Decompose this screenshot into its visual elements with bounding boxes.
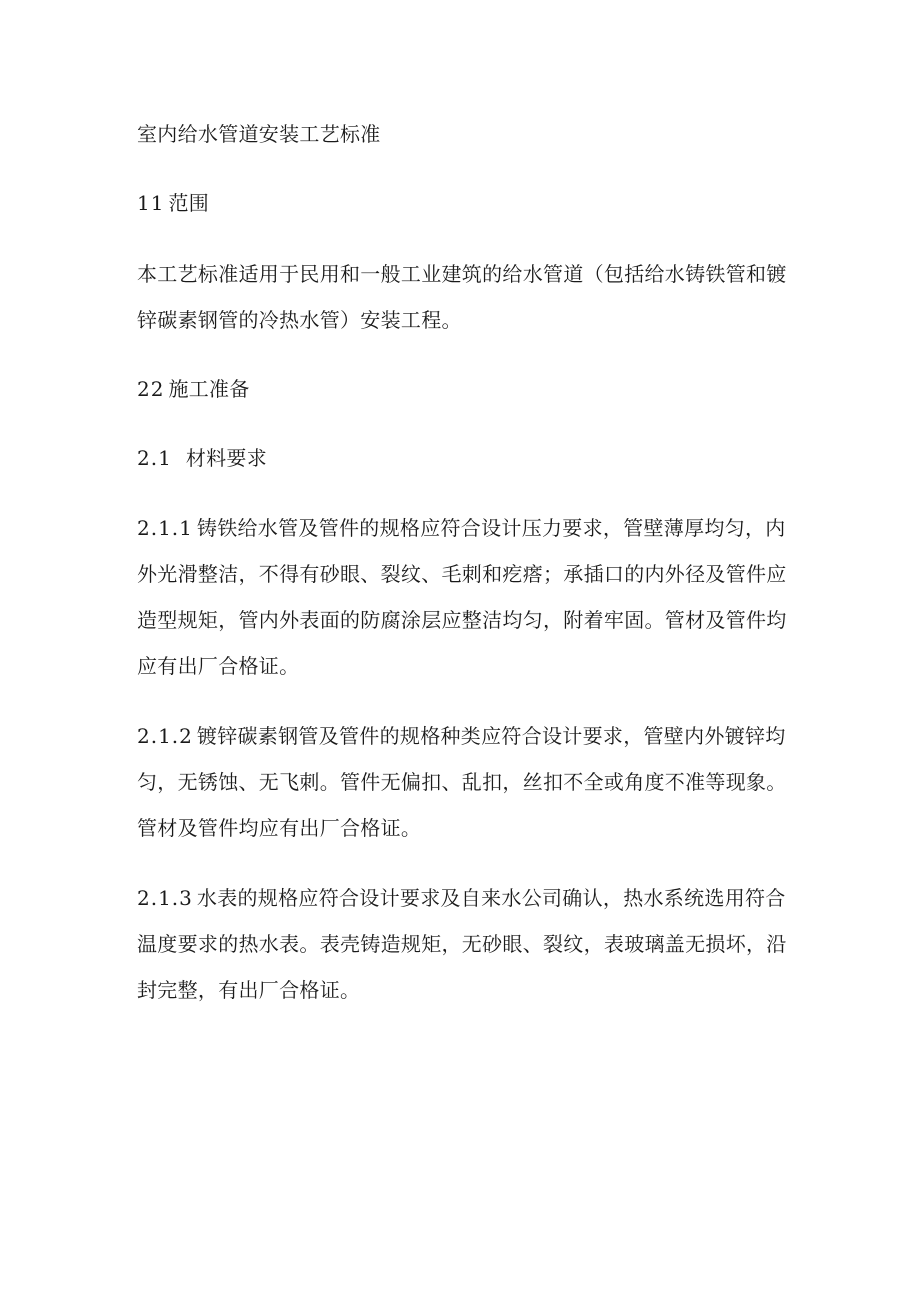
- clause-2-1-1-line-1: [137, 508, 787, 548]
- clause-number: 2.1.1: [137, 516, 193, 540]
- section-heading-text: 施工准备: [168, 377, 250, 401]
- subsection-heading-text: 材料要求: [185, 446, 268, 470]
- clause-2-1-3-line-2: 温度要求的热水表。表壳铸造规矩，无砂眼、裂纹，表玻璃盖无损坏，沿: [137, 932, 787, 956]
- clause-number: 2.1.2: [137, 724, 193, 748]
- document-title: 室内给水管道安装工艺标准: [137, 122, 381, 146]
- clause-2-1-3-line-1: [137, 878, 787, 918]
- subsection-materials-heading: [137, 438, 787, 478]
- section-number: 22: [137, 377, 165, 401]
- clause-2-1-1-line-4: 应有出厂合格证。: [137, 654, 300, 678]
- clause-text: 铸铁给水管及管件的规格应符合设计压力要求，管壁薄厚均匀，内: [196, 516, 786, 540]
- scope-paragraph-line-2: 锌碳素钢管的冷热水管）安装工程。: [137, 308, 462, 332]
- clause-2-1-1-line-3: 造型规矩，管内外表面的防腐涂层应整洁均匀，附着牢固。管材及管件均: [137, 608, 787, 632]
- clause-text: 水表的规格应符合设计要求及自来水公司确认，热水系统选用符合: [196, 886, 786, 910]
- section-number: 11: [137, 191, 165, 215]
- section-scope-heading: [137, 183, 787, 223]
- clause-2-1-2-line-3: 管材及管件均应有出厂合格证。: [137, 816, 422, 840]
- section-heading-text: 范围: [168, 191, 210, 215]
- clause-text: 镀锌碳素钢管及管件的规格种类应符合设计要求，管壁内外镀锌均: [196, 724, 786, 748]
- clause-2-1-2-line-2: 匀，无锈蚀、无飞刺。管件无偏扣、乱扣，丝扣不全或角度不准等现象。: [137, 770, 787, 794]
- clause-2-1-2-line-1: [137, 716, 787, 756]
- clause-number: 2.1.3: [137, 886, 193, 910]
- subsection-number: 2.1: [137, 446, 172, 470]
- clause-2-1-3-line-3: 封完整，有出厂合格证。: [137, 978, 361, 1002]
- scope-paragraph-line-1: 本工艺标准适用于民用和一般工业建筑的给水管道（包括给水铸铁管和镀: [137, 262, 787, 286]
- section-preparation-heading: [137, 369, 787, 409]
- clause-2-1-1-line-2: 外光滑整洁，不得有砂眼、裂纹、毛刺和疙瘩；承插口的内外径及管件应: [137, 562, 787, 586]
